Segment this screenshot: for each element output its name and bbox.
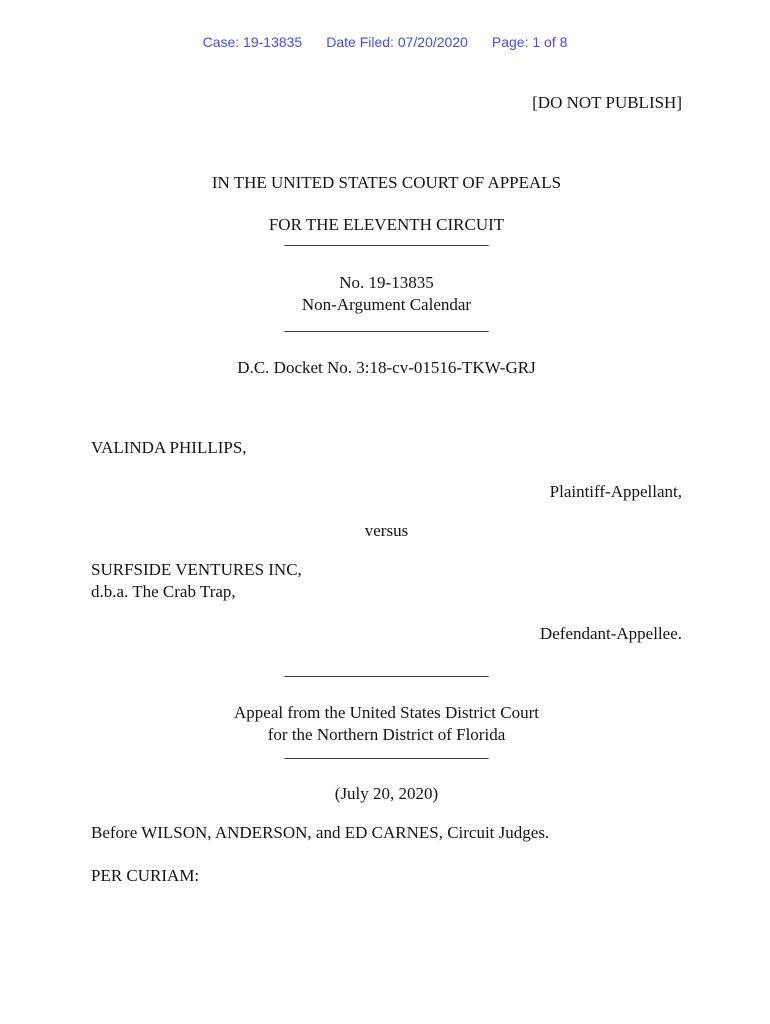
versus-label: versus [364, 521, 409, 540]
defendant-name-line2: d.b.a. The Crab Trap, [91, 582, 236, 601]
pacer-stamp-header [0, 33, 770, 51]
separator-rule: ________________________ [284, 742, 489, 761]
defendant-name-line1: SURFSIDE VENTURES INC, [91, 560, 302, 579]
panel-judges: Before WILSON, ANDERSON, and ED CARNES, Circuit Judges. [91, 823, 550, 842]
stamp-case-number: Case: 19-13835 [202, 34, 303, 50]
calendar-type: Non-Argument Calendar [301, 295, 472, 314]
court-title-line1: IN THE UNITED STATES COURT OF APPEALS [211, 173, 562, 192]
defendant-name-block [91, 559, 682, 603]
separator-rule: ________________________ [284, 229, 489, 248]
docket-block [91, 272, 682, 316]
separator-rule: ________________________ [284, 660, 489, 679]
stamp-date-filed: Date Filed: 07/20/2020 [326, 34, 468, 50]
plaintiff-role: Plaintiff-Appellant, [549, 482, 682, 501]
appeal-source-block [91, 702, 682, 746]
appeal-source-line1: Appeal from the United States District Court [234, 703, 539, 722]
defendant-role: Defendant-Appellee. [539, 624, 682, 643]
plaintiff-name: VALINDA PHILLIPS, [91, 438, 247, 457]
opinion-opening: PER CURIAM: [91, 866, 200, 885]
case-number: No. 19-13835 [339, 273, 434, 292]
decision-date: (July 20, 2020) [334, 784, 439, 803]
appeal-source-line2: for the Northern District of Florida [267, 725, 506, 744]
district-docket-number: D.C. Docket No. 3:18-cv-01516-TKW-GRJ [237, 358, 536, 377]
publish-notice: [DO NOT PUBLISH] [532, 93, 682, 112]
court-title-line2: FOR THE ELEVENTH CIRCUIT [268, 215, 505, 234]
separator-rule: ________________________ [284, 315, 489, 334]
stamp-page-number: Page: 1 of 8 [491, 34, 568, 50]
